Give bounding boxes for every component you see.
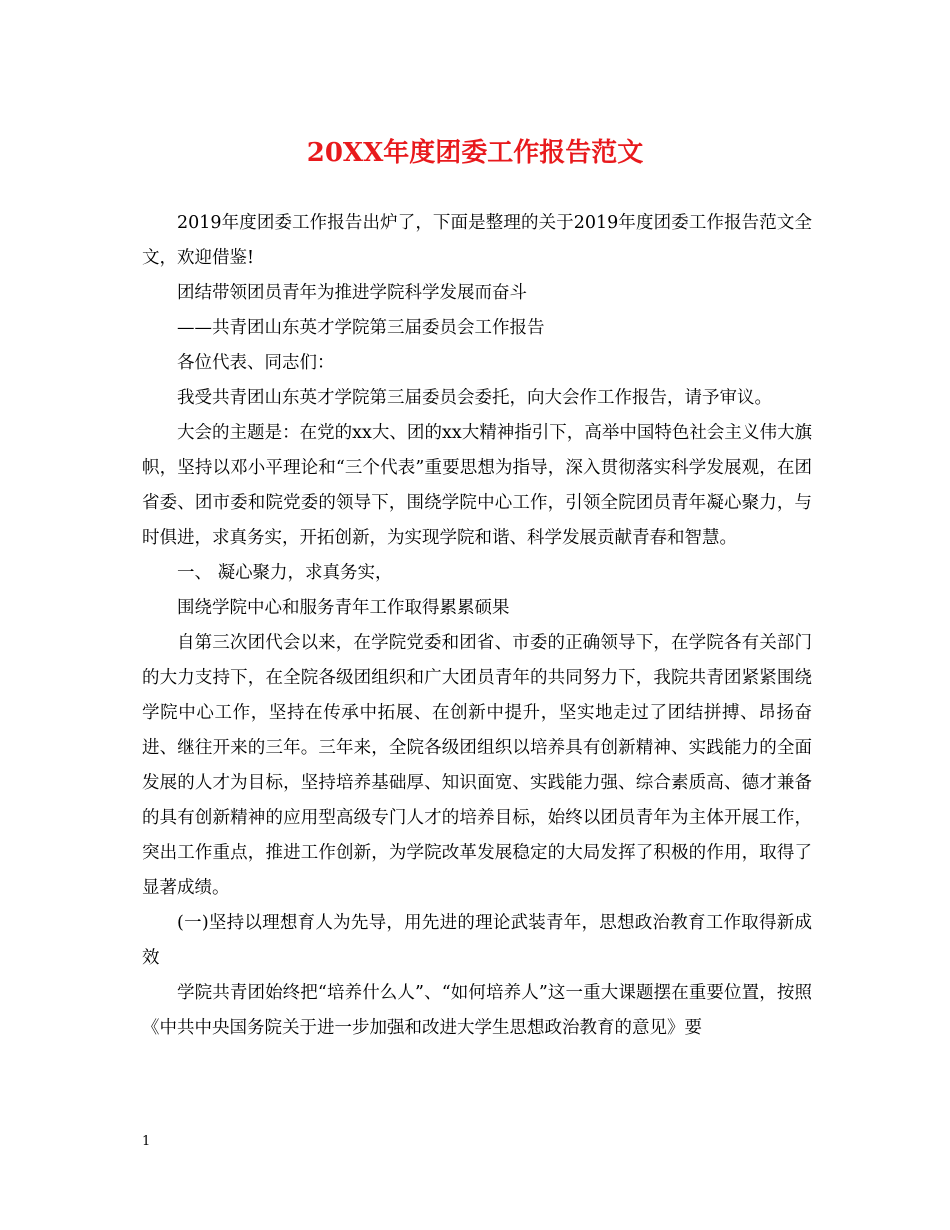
document-body <box>142 206 812 1046</box>
salutation: 各位代表、同志们： <box>177 353 335 373</box>
page-number: 1 <box>142 1134 151 1149</box>
section-subheading: 围绕学院中心和服务青年工作取得累累硕果 <box>177 598 510 618</box>
body-paragraph: 学院共青团始终把“培养什么人”、“如何培养人”这一重大课题摆在重要位置，按照《中共中央国务院关于进一步加强和改进大学生思想政治教育的意见》要 <box>142 983 812 1038</box>
subsection-heading: (一)坚持以理想育人为先导，用先进的理论武装青年，思想政治教育工作取得新成效 <box>142 913 812 968</box>
intro-paragraph: 2019年度团委工作报告出炉了，下面是整理的关于2019年度团委工作报告范文全文，欢迎借鉴! <box>142 213 812 268</box>
section-heading: 一、 凝心聚力，求真务实， <box>177 563 393 583</box>
report-heading: 团结带领团员青年为推进学院科学发展而奋斗 <box>177 283 527 303</box>
body-paragraph: 自第三次团代会以来，在学院党委和团省、市委的正确领导下，在学院各有关部门的大力支持下，在全院各级团组织和广大团员青年的共同努力下，我院共青团紧紧围绕学院中心工作，坚持在传承中拓展、在创新中提升，坚实地走过了团结拼搏、昂扬奋进、继往开来的三年。三年来，全院各级团组织以培养具有创新精神、实践能力的全面发展的人才为目标，坚持培养基础厚、知识面宽、实践能力强、综合素质高、德才兼备的具有创新精神的应用型高级专门人才的培养目标，始终以团员青年为主体开展工作，突出工作重点，推进工作创新，为学院改革发展稳定的大局发挥了积极的作用，取得了显著成绩。 <box>142 633 812 898</box>
body-paragraph: 大会的主题是：在党的xx大、团的xx大精神指引下，高举中国特色社会主义伟大旗帜，坚持以邓小平理论和“三个代表”重要思想为指导，深入贯彻落实科学发展观，在团省委、团市委和院党委的领导下，围绕学院中心工作，引领全院团员青年凝心聚力，与时俱进，求真务实，开拓创新，为实现学院和谐、科学发展贡献青春和智慧。 <box>142 423 812 548</box>
body-paragraph: 我受共青团山东英才学院第三届委员会委托，向大会作工作报告，请予审议。 <box>177 388 772 408</box>
report-subheading: ——共青团山东英才学院第三届委员会工作报告 <box>177 318 545 338</box>
document-title: 20XX年度团委工作报告范文 <box>306 138 644 168</box>
